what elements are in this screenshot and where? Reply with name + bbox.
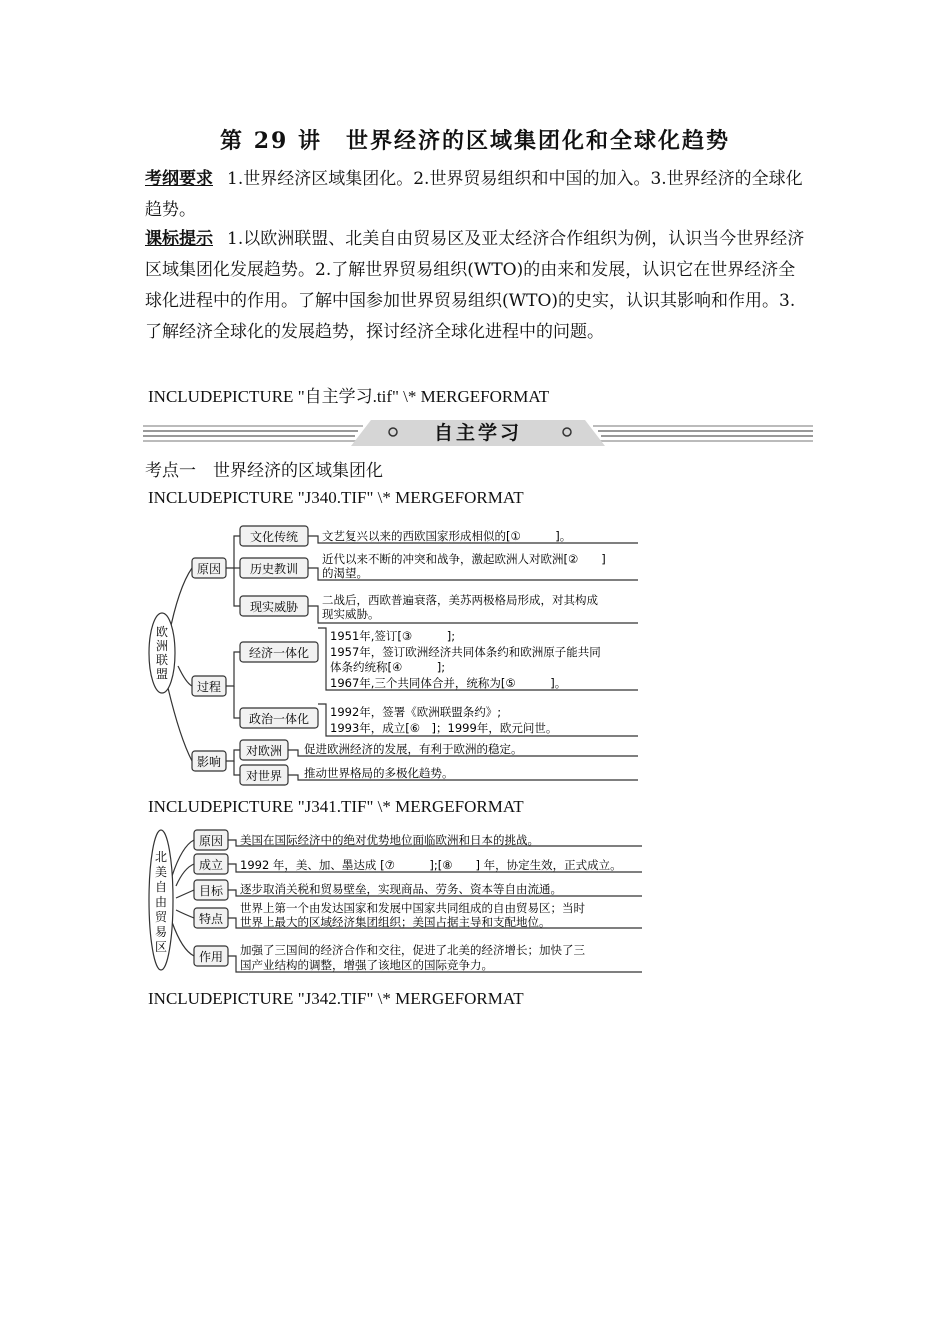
- eu-to-europe-label: 对欧洲: [245, 744, 283, 758]
- nafta-founding-label: 成立: [198, 858, 224, 872]
- eu-mind-map: [148, 518, 648, 788]
- nafta-root-char-4: 由: [154, 895, 168, 909]
- nafta-mind-map: [148, 826, 648, 976]
- eu-root-char-3: 联: [155, 653, 169, 667]
- outline-text: 1.世界经济区域集团化。2.世界贸易组织和中国的加入。3.世界经济的全球化趋势。: [145, 169, 803, 220]
- eu-root-char-1: 欧: [155, 625, 169, 639]
- include-field-1: INCLUDEPICTURE "自主学习.tif" \* MERGEFORMAT: [148, 387, 550, 406]
- eu-reason-label: 原因: [196, 562, 222, 576]
- eu-history-text-1: 近代以来不断的冲突和战争，激起欧洲人对欧洲[② ]: [322, 552, 606, 566]
- section-point-title: 考点一 世界经济的区域集团化: [145, 461, 383, 481]
- nafta-root-char-6: 易: [154, 925, 168, 939]
- include-field-2: INCLUDEPICTURE "J340.TIF" \* MERGEFORMAT: [148, 488, 524, 507]
- hint-text: 1.以欧洲联盟、北美自由贸易区及亚太经济合作组织为例，认识当今世界经济区域集团化发展趋势。2.了解世界贸易组织(WTO)的由来和发展，认识它在世界经济全球化进程中的作用。了解中国参加世界贸易组织(WTO)的史实，认识其影响和作用。3.了解经济全球化的发展趋势，探讨经济全球化进程中的问题。: [145, 229, 805, 342]
- eu-to-world-text: 推动世界格局的多极化趋势。: [304, 766, 454, 780]
- nafta-goal-label: 目标: [198, 884, 224, 898]
- eu-economy-text-3: 体条约统称[④ ];: [330, 660, 446, 674]
- banner-label: 自主学习: [433, 422, 522, 444]
- eu-economy-text-1: 1951年,签订[③ ];: [330, 629, 456, 643]
- lesson-title: 第 29 讲 世界经济的区域集团化和全球化趋势: [220, 128, 730, 154]
- eu-threat-text-2: 现实威胁。: [322, 607, 380, 621]
- eu-politics-text-2: 1993年，成立[⑥ ]；1999年，欧元问世。: [330, 721, 558, 735]
- hint-tag: 课标提示: [145, 229, 213, 249]
- include-field-4: INCLUDEPICTURE "J342.TIF" \* MERGEFORMAT: [148, 989, 524, 1008]
- eu-threat-text-1: 二战后，西欧普遍衰落，美苏两极格局形成，对其构成: [322, 593, 598, 607]
- eu-to-europe-text: 促进欧洲经济的发展，有利于欧洲的稳定。: [304, 742, 523, 756]
- outline-paragraph: [145, 164, 810, 226]
- eu-to-world-label: 对世界: [245, 769, 283, 783]
- nafta-root-char-1: 北: [154, 850, 168, 864]
- nafta-root-char-7: 区: [154, 940, 168, 954]
- nafta-effect-label: 作用: [198, 950, 224, 964]
- nafta-root-char-2: 美: [154, 865, 168, 879]
- nafta-founding-text: 1992 年，美、加、墨达成 [⑦ ];[⑧ ] 年，协定生效，正式成立。: [240, 858, 622, 872]
- eu-impact-label: 影响: [196, 755, 222, 769]
- eu-culture-text: 文艺复兴以来的西欧国家形成相似的[① ]。: [322, 529, 572, 543]
- hint-paragraph: [145, 224, 810, 348]
- eu-process-label: 过程: [196, 680, 222, 694]
- nafta-effect-text-2: 国产业结构的调整，增强了该地区的国际竞争力。: [240, 958, 493, 972]
- nafta-effect-text-1: 加强了三国间的经济合作和交往，促进了北美的经济增长；加快了三: [240, 943, 585, 957]
- eu-history-label: 历史教训: [249, 562, 299, 576]
- nafta-feature-text-2: 世界上最大的区域经济集团组织；美国占据主导和支配地位。: [240, 915, 551, 929]
- eu-politics-label: 政治一体化: [248, 712, 310, 726]
- nafta-reason-text: 美国在国际经济中的绝对优势地位面临欧洲和日本的挑战。: [240, 833, 539, 847]
- nafta-feature-label: 特点: [198, 912, 224, 926]
- nafta-root-char-3: 自: [154, 880, 168, 894]
- eu-history-text-2: 的渴望。: [322, 566, 368, 580]
- eu-economy-text-2: 1957年，签订欧洲经济共同体条约和欧洲原子能共同: [330, 645, 601, 659]
- section-banner: [143, 418, 813, 448]
- eu-politics-text-1: 1992年，签署《欧洲联盟条约》;: [330, 705, 502, 719]
- eu-economy-text-4: 1967年,三个共同体合并，统称为[⑤ ]。: [330, 676, 567, 690]
- outline-tag: 考纲要求: [145, 169, 213, 189]
- nafta-goal-text: 逐步取消关税和贸易壁垒，实现商品、劳务、资本等自由流通。: [240, 882, 562, 896]
- eu-economy-label: 经济一体化: [248, 646, 310, 660]
- eu-root-char-2: 洲: [155, 639, 169, 653]
- eu-root-char-4: 盟: [155, 667, 169, 681]
- eu-culture-label: 文化传统: [249, 530, 299, 544]
- nafta-reason-label: 原因: [198, 834, 224, 848]
- eu-threat-label: 现实威胁: [249, 600, 299, 614]
- include-field-3: INCLUDEPICTURE "J341.TIF" \* MERGEFORMAT: [148, 797, 524, 816]
- nafta-root-char-5: 贸: [154, 910, 168, 924]
- nafta-feature-text-1: 世界上第一个由发达国家和发展中国家共同组成的自由贸易区；当时: [240, 901, 585, 915]
